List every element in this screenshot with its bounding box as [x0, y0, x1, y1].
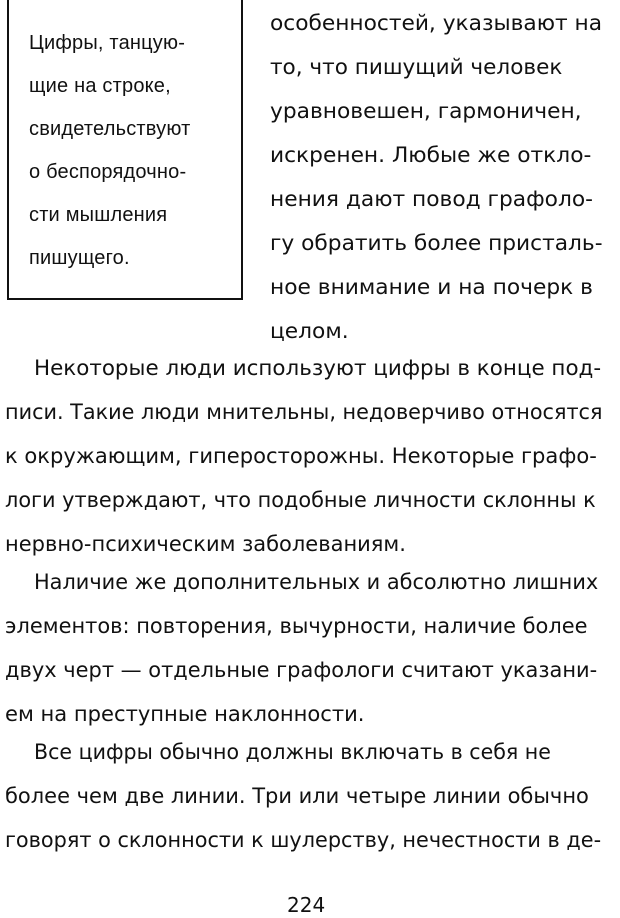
sidebar-line: о беспорядочно- [29, 161, 187, 183]
body-line: ем на преступные наклонности. [5, 702, 365, 726]
sidebar-line: щие на строке, [29, 75, 171, 97]
body-line: ное внимание и на почерк в [270, 275, 593, 299]
sidebar-line: пишущего. [29, 247, 130, 269]
body-line: Некоторые люди используют цифры в конце под- [34, 356, 602, 380]
body-line: Наличие же дополнительных и абсолютно лишних [34, 570, 599, 594]
body-line: логи утверждают, что подобные личности склонны к [5, 488, 596, 512]
body-line: нения дают повод графоло- [270, 187, 593, 211]
body-line: искренен. Любые же откло- [270, 143, 592, 167]
body-line: элементов: повторения, вычурности, наличие более [5, 614, 588, 638]
body-line: говорят о склонности к шулерству, нечестности в де- [5, 828, 602, 852]
body-line: целом. [270, 319, 349, 343]
sidebar-line: сти мышления [29, 204, 168, 226]
page-number: 224 [287, 893, 326, 917]
sidebar-line: Цифры, танцую- [29, 32, 186, 54]
sidebar-line: свидетельствуют [29, 118, 191, 140]
body-line: уравновешен, гармоничен, [270, 99, 582, 123]
body-line: гу обратить более присталь- [270, 231, 603, 255]
body-line: к окружающим, гиперосторожны. Некоторые графо- [5, 444, 597, 468]
sidebar-box [7, 0, 243, 300]
body-line: то, что пишущий человек [270, 55, 563, 79]
body-line: Все цифры обычно должны включать в себя не [34, 740, 551, 764]
body-line: особенностей, указывают на [270, 11, 603, 35]
body-line: нервно-психическим заболеваниям. [5, 532, 406, 556]
body-line: более чем две линии. Три или четыре линии обычно [5, 784, 589, 808]
body-line: двух черт — отдельные графологи считают указани- [5, 658, 598, 682]
body-line: писи. Такие люди мнительны, недоверчиво относятся [5, 400, 603, 424]
